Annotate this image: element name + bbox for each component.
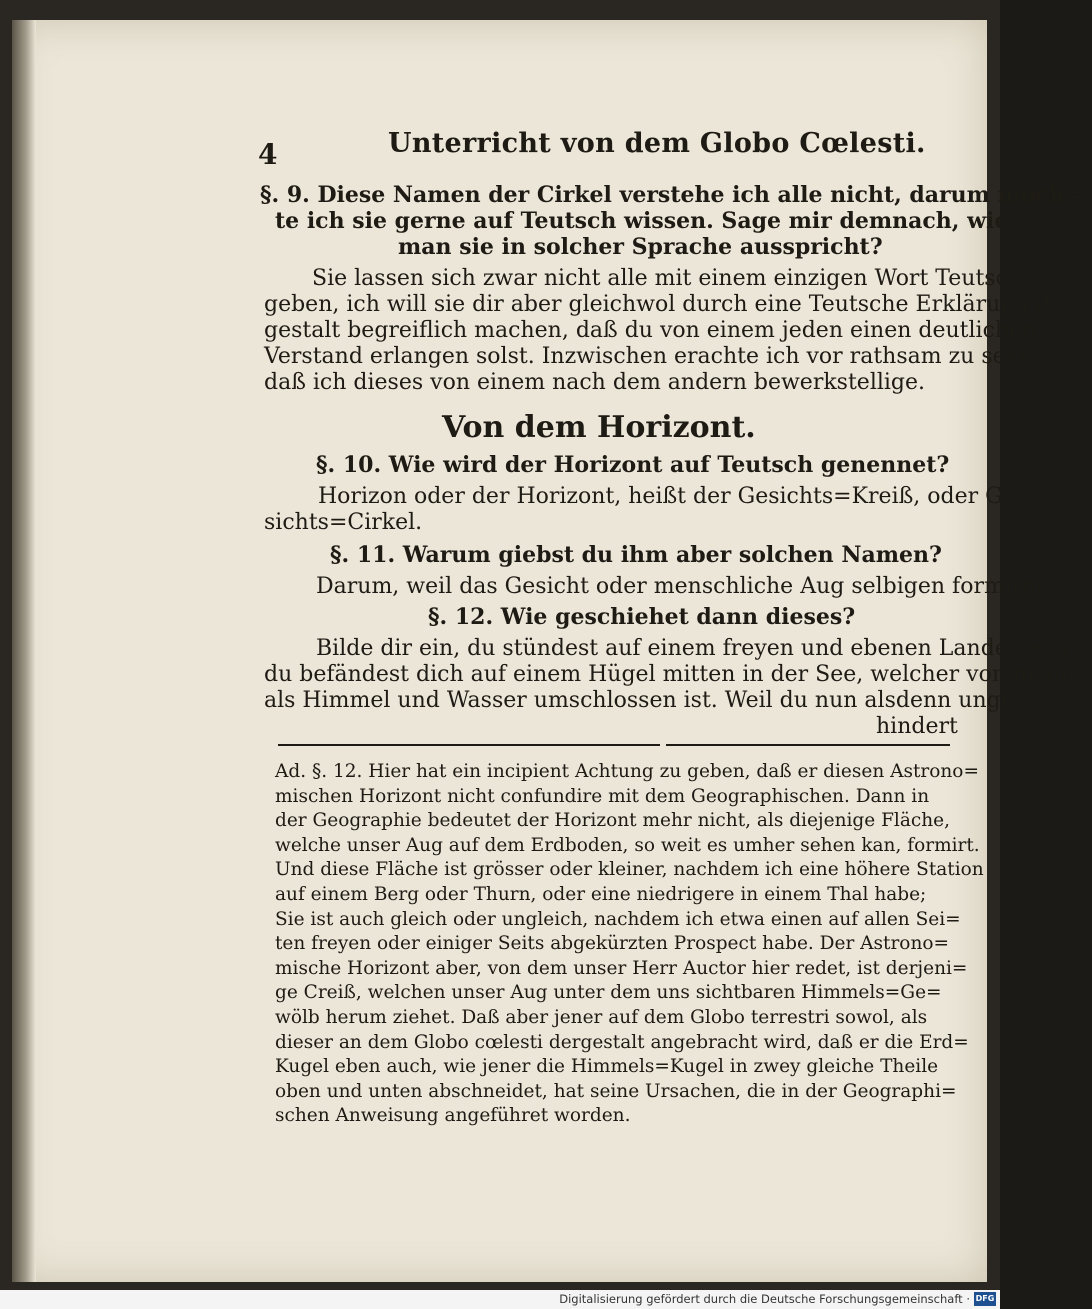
answer-12-line-2: du befändest dich auf einem Hügel mitten in der See, welcher von nichts xyxy=(264,662,1081,687)
footnote-line: Sie ist auch gleich oder ungleich, nachdem ich etwa einen auf allen Sei= xyxy=(275,908,961,930)
answer-9-line-3: gestalt begreiflich machen, daß du von einem jeden einen deutlichen xyxy=(264,318,1037,343)
footnote-line: welche unser Aug auf dem Erdboden, so weit es umher sehen kan, formirt. xyxy=(275,834,980,856)
page-gutter xyxy=(12,20,36,1282)
page-number: 4 xyxy=(258,138,278,171)
answer-12-line-3: als Himmel und Wasser umschlossen ist. Weil du nun alsdenn unge= xyxy=(264,688,1033,713)
footnote-line: ge Creiß, welchen unser Aug unter dem uns sichtbaren Himmels=Ge= xyxy=(275,982,942,1004)
footnote xyxy=(275,760,984,1129)
answer-12-line-1: Bilde dir ein, du stündest auf einem freyen und ebenen Lande, oder xyxy=(316,636,1073,661)
footnote-line: schen Anweisung angeführet worden. xyxy=(275,1105,631,1127)
answer-11: Darum, weil das Gesicht oder menschliche Aug selbigen formiret. xyxy=(316,574,1052,599)
footnote-rule-left xyxy=(278,744,660,746)
footnote-line: auf einem Berg oder Thurn, oder eine niedrigere in einem Thal habe; xyxy=(275,883,927,905)
answer-9-line-2: geben, ich will sie dir aber gleichwol durch eine Teutsche Erklärung der= xyxy=(264,292,1092,317)
section-heading: Von dem Horizont. xyxy=(442,410,756,445)
question-9-line-2: te ich sie gerne auf Teutsch wissen. Sage mir demnach, wie xyxy=(275,208,1009,234)
answer-9-line-5: daß ich dieses von einem nach dem andern bewerkstellige. xyxy=(264,370,926,395)
footnote-line: wölb herum ziehet. Daß aber jener auf dem Globo terrestri sowol, als xyxy=(275,1006,928,1028)
footnote-rule-right xyxy=(666,744,950,746)
footnote-line: mische Horizont aber, von dem unser Herr Auctor hier redet, ist derjeni= xyxy=(275,957,968,979)
running-title: Unterricht von dem Globo Cœlesti. xyxy=(388,128,926,159)
footnote-line: Ad. §. 12. Hier hat ein incipient Achtung zu geben, daß er diesen Astrono= xyxy=(275,761,979,782)
answer-10-line-1: Horizon oder der Horizont, heißt der Gesichts=Kreiß, oder Ge= xyxy=(318,484,1035,509)
footnote-line: mischen Horizont nicht confundire mit dem Geographischen. Dann in xyxy=(275,785,930,807)
answer-9-line-1: Sie lassen sich zwar nicht alle mit einem einzigen Wort Teutsch xyxy=(312,266,1023,291)
footnote-line: Und diese Fläche ist grösser oder kleiner, nachdem ich eine höhere Station xyxy=(275,859,984,881)
footnote-line: ten freyen oder einiger Seits abgekürzten Prospect habe. Der Astrono= xyxy=(275,933,949,955)
footer-credit: Digitalisierung gefördert durch die Deutsche Forschungsgemeinschaft · xyxy=(559,1292,970,1306)
question-9-line-3: man sie in solcher Sprache ausspricht? xyxy=(398,234,883,260)
question-10: §. 10. Wie wird der Horizont auf Teutsch genennet? xyxy=(316,452,950,478)
answer-9-line-4: Verstand erlangen solst. Inzwischen erachte ich vor rathsam zu seyn, xyxy=(264,344,1040,369)
footnote-line: dieser an dem Globo cœlesti dergestalt angebracht wird, daß er die Erd= xyxy=(275,1031,969,1053)
question-11: §. 11. Warum giebst du ihm aber solchen Namen? xyxy=(330,542,942,568)
footnote-line: der Geographie bedeutet der Horizont mehr nicht, als diejenige Fläche, xyxy=(275,810,950,832)
footnote-line: Kugel eben auch, wie jener die Himmels=Kugel in zwey gleiche Theile xyxy=(275,1056,939,1078)
catchword: hindert xyxy=(876,714,958,739)
question-9-line-1: §. 9. Diese Namen der Cirkel verstehe ich alle nicht, darum möch= xyxy=(260,182,1084,208)
footnote-line: oben und unten abschneidet, hat seine Ursachen, die in der Geographi= xyxy=(275,1080,957,1102)
answer-10-line-2: sichts=Cirkel. xyxy=(264,510,423,535)
question-12: §. 12. Wie geschiehet dann dieses? xyxy=(428,604,856,630)
dfg-logo: DFG xyxy=(974,1292,996,1306)
